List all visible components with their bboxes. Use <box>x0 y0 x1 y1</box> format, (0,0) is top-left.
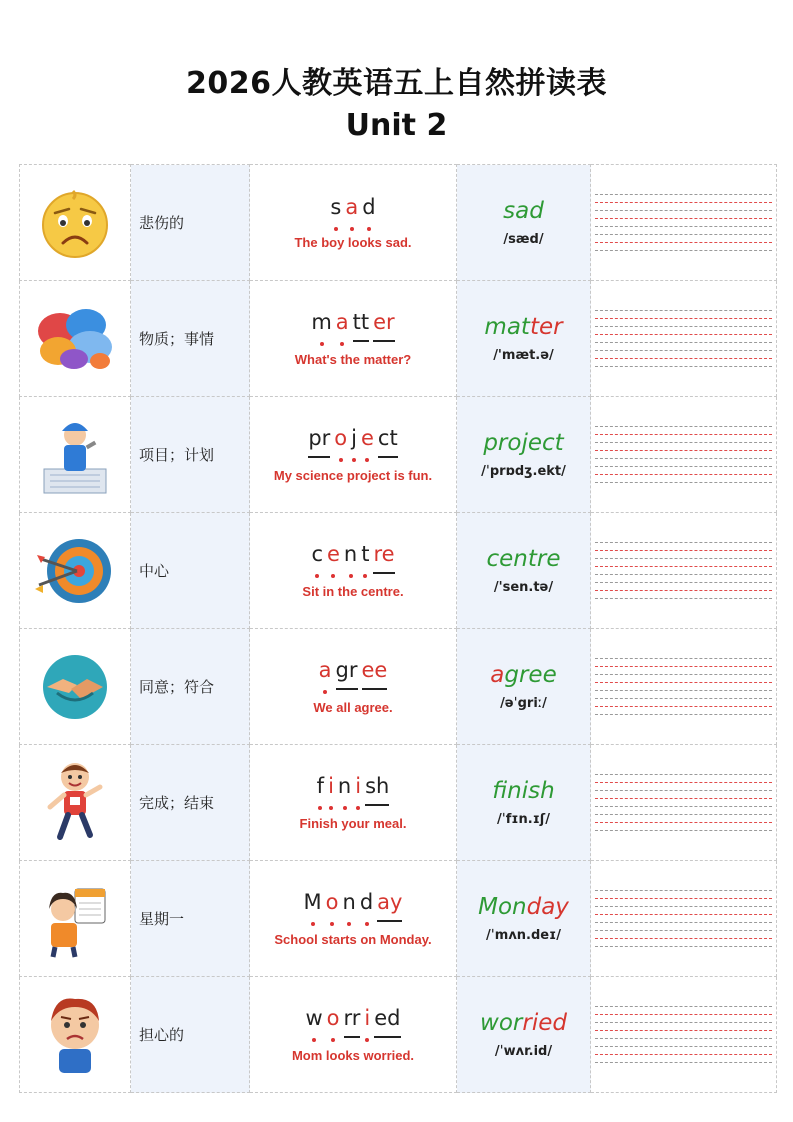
phonics-segment: w <box>305 1006 322 1036</box>
guide-line <box>595 250 772 251</box>
phonics-segment: o <box>327 1006 340 1036</box>
syllable-part: a <box>490 662 505 689</box>
writing-practice-cell[interactable] <box>591 629 777 745</box>
guide-line <box>595 682 772 683</box>
chinese-meaning: 星期一 <box>139 910 185 928</box>
syllable-part: ish <box>521 778 555 805</box>
phonics-segment: ed <box>374 1006 400 1038</box>
guide-line <box>595 474 772 475</box>
phonics-cell <box>250 513 457 629</box>
ipa-transcription: /'mæt.ə/ <box>493 347 554 363</box>
guide-line <box>595 914 772 915</box>
word-cell <box>457 977 591 1093</box>
guide-line <box>595 482 772 483</box>
meaning-cell <box>131 861 250 977</box>
guide-line <box>595 458 772 459</box>
guide-line <box>595 550 772 551</box>
picture-cell <box>20 165 131 281</box>
chinese-meaning: 项目；计划 <box>139 446 215 464</box>
phonics-cell <box>250 629 457 745</box>
syllable-part: pro <box>483 430 522 457</box>
phonics-segment: i <box>328 774 334 804</box>
phonics-segment: c <box>311 542 323 572</box>
example-sentence: Sit in the centre. <box>302 584 404 600</box>
syllable-part: ject <box>521 430 564 457</box>
phonics-breakdown <box>309 310 396 342</box>
syllable-part: fin <box>492 778 522 805</box>
guide-line <box>595 1022 772 1023</box>
syllable-part: gree <box>504 662 557 689</box>
handshake-icon <box>20 649 130 725</box>
syllable-word <box>457 198 590 226</box>
speech-bubbles-icon <box>20 301 130 377</box>
ipa-transcription: /sæd/ <box>503 231 544 247</box>
guide-line <box>595 806 772 807</box>
example-sentence: What's the matter? <box>294 352 412 368</box>
writing-practice-cell[interactable] <box>591 397 777 513</box>
four-line-grid <box>595 194 772 251</box>
guide-line <box>595 698 772 699</box>
word-cell <box>457 629 591 745</box>
four-line-grid <box>595 542 772 599</box>
guide-line <box>595 350 772 351</box>
phonics-segment: rr <box>344 1006 361 1038</box>
guide-line <box>595 798 772 799</box>
writing-practice-cell[interactable] <box>591 977 777 1093</box>
picture-cell <box>20 281 131 397</box>
meaning-cell <box>131 745 250 861</box>
writing-practice-cell[interactable] <box>591 861 777 977</box>
worker-icon <box>20 413 130 497</box>
word-cell <box>457 861 591 977</box>
guide-line <box>595 1030 772 1031</box>
guide-line <box>595 450 772 451</box>
phonics-segment: f <box>317 774 324 804</box>
guide-line <box>595 906 772 907</box>
phonics-segment: e <box>327 542 340 572</box>
phonics-cell <box>250 281 457 397</box>
runner-icon <box>20 759 130 847</box>
syllable-word <box>457 894 590 922</box>
syllable-word <box>457 1010 590 1038</box>
guide-line <box>595 542 772 543</box>
example-sentence: We all agree. <box>313 700 393 716</box>
worried-boy-icon <box>20 991 130 1079</box>
picture-cell <box>20 745 131 861</box>
picture-cell <box>20 629 131 745</box>
word-cell <box>457 745 591 861</box>
guide-line <box>595 938 772 939</box>
guide-line <box>595 774 772 775</box>
example-sentence: Mom looks worried. <box>291 1048 415 1064</box>
syllable-part: tre <box>527 546 561 573</box>
guide-line <box>595 366 772 367</box>
syllable-part: cen <box>486 546 528 573</box>
guide-line <box>595 1038 772 1039</box>
table-row <box>20 977 777 1093</box>
phonics-segment: d <box>362 195 375 225</box>
page-title: 2026人教英语五上自然拼读表 <box>186 66 607 101</box>
table-row <box>20 513 777 629</box>
syllable-word <box>457 778 590 806</box>
phonics-cell <box>250 397 457 513</box>
word-cell <box>457 513 591 629</box>
chinese-meaning: 物质；事情 <box>139 330 215 348</box>
guide-line <box>595 558 772 559</box>
table-row <box>20 745 777 861</box>
phonics-segment: t <box>361 542 369 572</box>
chinese-meaning: 担心的 <box>139 1026 185 1044</box>
picture-cell <box>20 397 131 513</box>
guide-line <box>595 814 772 815</box>
phonics-segment: o <box>334 426 347 456</box>
guide-line <box>595 690 772 691</box>
unit-title: Unit 2 <box>345 108 448 143</box>
phonics-breakdown <box>306 426 399 458</box>
guide-line <box>595 342 772 343</box>
syllable-word <box>457 662 590 690</box>
guide-line <box>595 326 772 327</box>
phonics-segment: i <box>364 1006 370 1036</box>
table-row <box>20 861 777 977</box>
guide-line <box>595 218 772 219</box>
guide-line <box>595 598 772 599</box>
phonics-segment: sh <box>365 774 389 806</box>
example-sentence: Finish your meal. <box>299 816 407 832</box>
phonics-segment: s <box>330 195 341 225</box>
guide-line <box>595 674 772 675</box>
phonics-segment: j <box>351 426 357 456</box>
guide-line <box>595 822 772 823</box>
phonics-cell <box>250 745 457 861</box>
four-line-grid <box>595 426 772 483</box>
four-line-grid <box>595 890 772 947</box>
guide-line <box>595 426 772 427</box>
word-cell <box>457 281 591 397</box>
phonics-cell <box>250 861 457 977</box>
target-arrows-icon <box>20 529 130 613</box>
four-line-grid <box>595 310 772 367</box>
meaning-cell <box>131 629 250 745</box>
guide-line <box>595 442 772 443</box>
meaning-cell <box>131 977 250 1093</box>
syllable-part: ter <box>529 314 563 341</box>
guide-line <box>595 898 772 899</box>
meaning-cell <box>131 281 250 397</box>
chinese-meaning: 同意；符合 <box>139 678 215 696</box>
syllable-word <box>457 430 590 458</box>
ipa-transcription: /ˈfɪn.ɪʃ/ <box>497 811 550 827</box>
ipa-transcription: /ˈwʌr.id/ <box>494 1043 553 1059</box>
meaning-cell <box>131 397 250 513</box>
phonics-segment: pr <box>308 426 330 458</box>
guide-line <box>595 242 772 243</box>
picture-cell <box>20 513 131 629</box>
phonics-segment: o <box>326 890 339 920</box>
calendar-girl-icon <box>20 879 130 959</box>
guide-line <box>595 930 772 931</box>
guide-line <box>595 210 772 211</box>
guide-line <box>595 358 772 359</box>
syllable-part: ried <box>522 1010 567 1037</box>
syllable-part: day <box>526 894 569 921</box>
chinese-meaning: 悲伤的 <box>139 214 185 232</box>
guide-line <box>595 1054 772 1055</box>
phonics-segment: ee <box>362 658 388 690</box>
guide-line <box>595 946 772 947</box>
example-sentence: School starts on Monday. <box>274 932 432 948</box>
phonics-segment: ay <box>377 890 402 922</box>
example-sentence: The boy looks sad. <box>294 235 412 251</box>
guide-line <box>595 234 772 235</box>
phonics-breakdown <box>317 658 390 690</box>
four-line-grid <box>595 658 772 715</box>
word-cell <box>457 397 591 513</box>
phonics-segment: i <box>355 774 361 804</box>
phonics-segment: e <box>361 426 374 456</box>
phonics-segment: re <box>373 542 394 574</box>
syllable-part: mat <box>484 314 530 341</box>
phonics-cell <box>250 165 457 281</box>
phonics-segment: er <box>373 310 395 342</box>
ipa-transcription: /'sen.tə/ <box>493 579 554 595</box>
syllable-part: wor <box>480 1010 523 1037</box>
phonics-segment: n <box>338 774 351 804</box>
guide-line <box>595 666 772 667</box>
phonics-segment: tt <box>353 310 369 342</box>
writing-practice-cell[interactable] <box>591 513 777 629</box>
guide-line <box>595 194 772 195</box>
guide-line <box>595 782 772 783</box>
ipa-transcription: /ˈprɒdʒ.ekt/ <box>481 463 566 479</box>
phonics-segment: a <box>319 658 332 688</box>
picture-cell <box>20 977 131 1093</box>
sad-face-icon <box>20 185 130 261</box>
syllable-part: Mon <box>478 894 527 921</box>
guide-line <box>595 226 772 227</box>
ipa-transcription: /əˈgriː/ <box>500 695 547 711</box>
guide-line <box>595 582 772 583</box>
phonics-breakdown <box>315 774 392 806</box>
phonics-cell <box>250 977 457 1093</box>
syllable-word <box>457 314 590 342</box>
syllable-word <box>457 546 590 574</box>
phonics-segment: a <box>345 195 358 225</box>
guide-line <box>595 1006 772 1007</box>
guide-line <box>595 830 772 831</box>
guide-line <box>595 310 772 311</box>
guide-line <box>595 566 772 567</box>
phonics-segment: gr <box>336 658 358 690</box>
table-row <box>20 397 777 513</box>
picture-cell <box>20 861 131 977</box>
guide-line <box>595 706 772 707</box>
phonics-segment: m <box>311 310 331 340</box>
phonics-segment: M <box>304 890 322 920</box>
meaning-cell <box>131 513 250 629</box>
four-line-grid <box>595 1006 772 1063</box>
guide-line <box>595 318 772 319</box>
chinese-meaning: 中心 <box>139 562 170 580</box>
guide-line <box>595 334 772 335</box>
phonics-segment: ct <box>378 426 398 458</box>
phonics-breakdown <box>309 542 396 574</box>
guide-line <box>595 658 772 659</box>
table-row <box>20 165 777 281</box>
meaning-cell <box>131 165 250 281</box>
chinese-meaning: 完成；结束 <box>139 794 215 812</box>
guide-line <box>595 466 772 467</box>
guide-line <box>595 202 772 203</box>
guide-line <box>595 790 772 791</box>
guide-line <box>595 574 772 575</box>
guide-line <box>595 1062 772 1063</box>
guide-line <box>595 1014 772 1015</box>
word-cell <box>457 165 591 281</box>
four-line-grid <box>595 774 772 831</box>
guide-line <box>595 590 772 591</box>
writing-practice-cell[interactable] <box>591 165 777 281</box>
guide-line <box>595 714 772 715</box>
guide-line <box>595 890 772 891</box>
writing-practice-cell[interactable] <box>591 745 777 861</box>
guide-line <box>595 1046 772 1047</box>
phonics-segment: n <box>343 890 356 920</box>
syllable-part: sad <box>503 198 544 225</box>
example-sentence: My science project is fun. <box>273 468 433 484</box>
table-row <box>20 629 777 745</box>
phonics-segment: n <box>344 542 357 572</box>
writing-practice-cell[interactable] <box>591 281 777 397</box>
table-row <box>20 281 777 397</box>
phonics-table <box>19 164 777 1093</box>
phonics-breakdown <box>302 890 405 922</box>
guide-line <box>595 922 772 923</box>
phonics-segment: d <box>360 890 373 920</box>
phonics-breakdown <box>303 1006 402 1038</box>
phonics-breakdown <box>328 195 377 225</box>
ipa-transcription: /ˈmʌn.deɪ/ <box>486 927 561 943</box>
guide-line <box>595 434 772 435</box>
phonics-segment: a <box>336 310 349 340</box>
